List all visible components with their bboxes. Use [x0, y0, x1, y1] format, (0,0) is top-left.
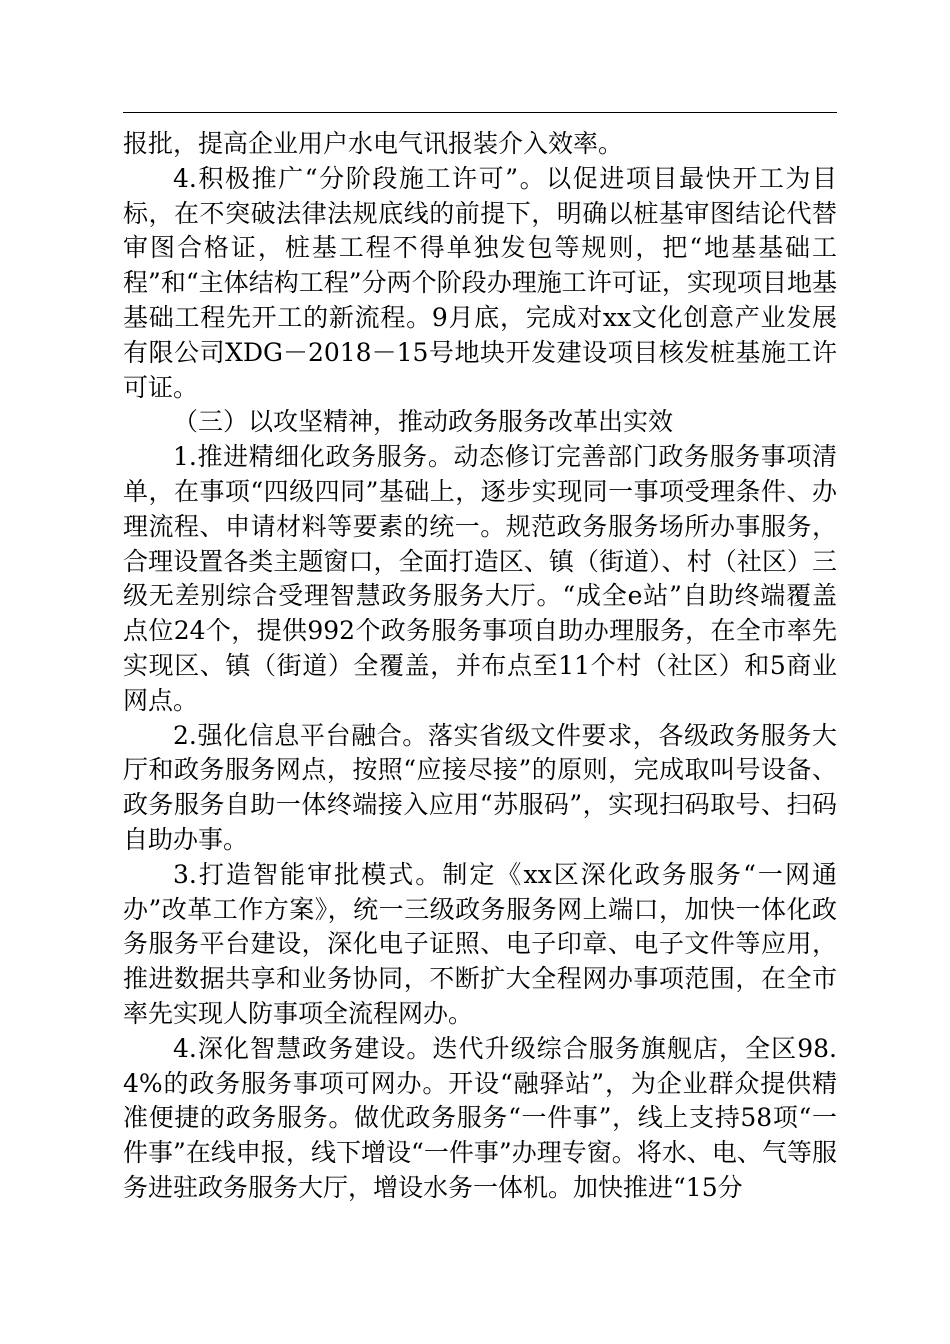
paragraph-item-4-construction-permit: 4.积极推广“分阶段施工许可”。以促进项目最快开工为目标，在不突破法律法规底线的前提下，明确以桩基审图结论代替审图合格证，桩基工程不得单独发包等规则，把“地基基础工程”和“主体结构工程”分两个阶段办理施工许可证，实现项目地基基础工程先开工的新流程。9月底，完成对xx文化创意产业发展有限公司XDG－2018－15号地块开发建设项目核发桩基施工许可证。 — [123, 163, 837, 402]
paragraph-item-3-smart-approval: 3.打造智能审批模式。制定《xx区深化政务服务“一网通办”改革工作方案》，统一三级政务服务网上端口，加快一体化政务服务平台建设，深化电子证照、电子印章、电子文件等应用，推进数据共享和业务协同，不断扩大全程网办事项范围，在全市率先实现人防事项全流程网办。 — [123, 859, 837, 1028]
paragraph-item-4-smart-government: 4.深化智慧政务建设。迭代升级综合服务旗舰店，全区98.4%的政务服务事项可网办。开设“融驿站”，为企业群众提供精准便捷的政务服务。做优政务服务“一件事”，线上支持58项“一件事”在线申报，线下增设“一件事”办理专窗。将水、电、气等服务进驻政务服务大厅，增设水务一体机。加快推进“15分 — [123, 1033, 837, 1202]
paragraph-item-1-refined-services: 1.推进精细化政务服务。动态修订完善部门政务服务事项清单，在事项“四级四同”基础上，逐步实现同一事项受理条件、办理流程、申请材料等要素的统一。规范政务服务场所办事服务，合理设置各类主题窗口，全面打造区、镇（街道）、村（社区）三级无差别综合受理智慧政务服务大厅。“成全e站”自助终端覆盖点位24个，提供992个政务服务事项自助办理服务，在全市率先实现区、镇（街道）全覆盖，并布点至11个村（社区）和5商业网点。 — [123, 442, 837, 715]
document-body — [123, 127, 837, 1206]
section-heading-3: （三）以攻坚精神，推动政务服务改革出实效 — [173, 407, 674, 437]
paragraph-item-2-platform-integration: 2.强化信息平台融合。落实省级文件要求，各级政务服务大厅和政务服务网点，按照“应接尽接”的原则，完成取叫号设备、政务服务自助一体终端接入应用“苏服码”，实现扫码取号、扫码自助办事。 — [123, 720, 837, 854]
header-rule — [123, 112, 837, 113]
paragraph-continuation: 报批，提高企业用户水电气讯报装介入效率。 — [123, 129, 624, 158]
